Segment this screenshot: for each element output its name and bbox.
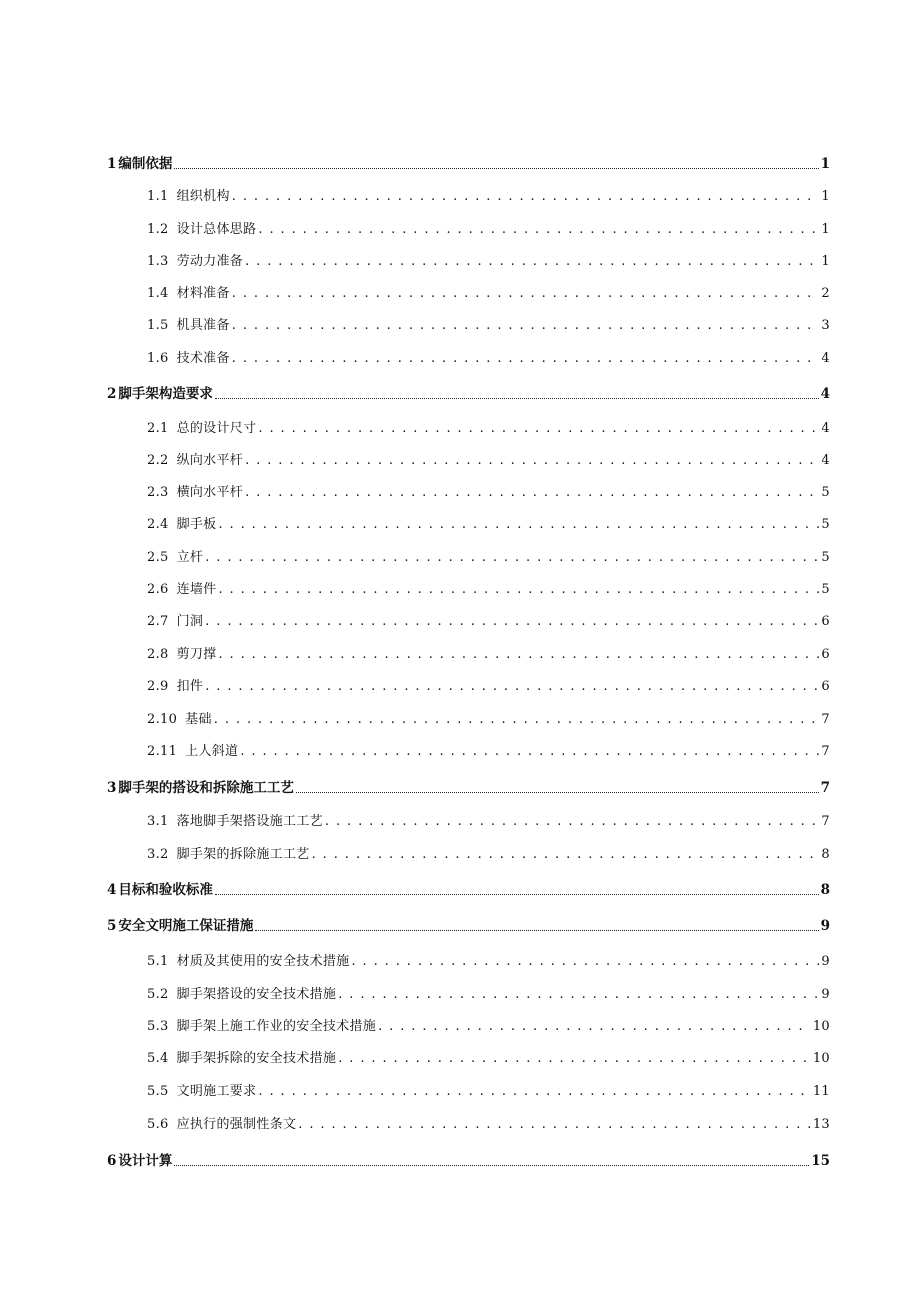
toc-entry-title: 剪刀撑 [176,647,217,662]
toc-section-entry[interactable] [147,843,830,862]
toc-page-number: 11 [812,1084,830,1099]
toc-section-entry[interactable] [147,810,830,829]
toc-dot-leader [232,351,820,366]
toc-section-entry[interactable] [147,417,830,436]
toc-section-entry[interactable] [147,675,830,694]
toc-entry-title: 组织机构 [176,189,230,204]
toc-page-number: 6 [821,679,830,694]
toc-entry-number: 2.6 [147,582,169,597]
toc-entry-title: 材料准备 [176,286,230,301]
toc-page-number: 6 [821,614,830,629]
toc-section-entry[interactable] [147,740,830,759]
toc-chapter-entry[interactable] [107,878,830,898]
toc-section-entry[interactable] [147,185,830,204]
toc-entry-title: 立杆 [176,550,204,565]
toc-section-entry[interactable] [147,1015,830,1034]
toc-dot-leader [351,954,819,969]
toc-entry-title: 脚手架拆除的安全技术措施 [176,1051,337,1066]
toc-dot-leader [205,614,819,629]
toc-entry-title: 劳动力准备 [176,254,244,269]
toc-chapter-entry[interactable] [107,914,830,934]
toc-entry-number: 1 [107,156,117,172]
toc-dot-leader [378,1019,811,1034]
toc-entry-title: 脚手板 [176,517,217,532]
toc-page-number: 5 [821,485,830,500]
toc-chapter-entry[interactable] [107,382,830,402]
toc-page-number: 4 [821,351,830,366]
toc-dot-leader [205,550,819,565]
toc-entry-title: 应执行的强制性条文 [176,1117,297,1132]
toc-page-number: 9 [820,918,830,934]
toc-page-number: 7 [821,712,830,727]
toc-dot-leader [240,744,819,759]
toc-entry-number: 2.5 [147,550,169,565]
toc-entry-number: 2.10 [147,712,178,727]
toc-page-number: 10 [812,1019,830,1034]
toc-dot-leader [205,679,819,694]
toc-entry-title: 脚手架的拆除施工工艺 [176,847,310,862]
toc-entry-title: 机具准备 [176,318,230,333]
toc-entry-title: 脚手架构造要求 [118,386,213,402]
toc-entry-number: 3 [107,780,117,796]
toc-dot-leader [298,1117,811,1132]
toc-page-number: 6 [821,647,830,662]
toc-entry-title: 设计总体思路 [176,222,257,237]
toc-page-number: 5 [821,517,830,532]
toc-entry-title: 安全文明施工保证措施 [118,918,254,934]
toc-section-entry[interactable] [147,449,830,468]
toc-entry-number: 1.4 [147,286,169,301]
toc-dot-leader [338,987,819,1002]
toc-dot-leader [174,158,818,169]
toc-page-number: 7 [820,780,830,796]
toc-entry-number: 5 [107,918,117,934]
toc-dot-leader [245,485,819,500]
toc-section-entry[interactable] [147,610,830,629]
toc-entry-title: 扣件 [176,679,204,694]
toc-section-entry[interactable] [147,578,830,597]
toc-section-entry[interactable] [147,643,830,662]
toc-dot-leader [258,1084,810,1099]
toc-section-entry[interactable] [147,250,830,269]
toc-entry-number: 2.4 [147,517,169,532]
toc-dot-leader [245,254,819,269]
toc-dot-leader [232,318,820,333]
toc-page-number: 5 [821,582,830,597]
toc-page-number: 9 [821,954,830,969]
toc-entry-number: 1.5 [147,318,169,333]
toc-entry-title: 横向水平杆 [176,485,244,500]
toc-entry-title: 落地脚手架搭设施工工艺 [176,814,323,829]
toc-page-number: 1 [821,254,830,269]
toc-page-number: 3 [821,318,830,333]
toc-dot-leader [218,647,819,662]
toc-entry-number: 1.2 [147,222,169,237]
toc-entry-title: 材质及其使用的安全技术措施 [176,954,350,969]
toc-entry-number: 5.3 [147,1019,169,1034]
toc-section-entry[interactable] [147,513,830,532]
toc-section-entry[interactable] [147,347,830,366]
toc-entry-number: 2.11 [147,744,178,759]
toc-entry-number: 2 [107,386,117,402]
toc-chapter-entry[interactable] [107,1149,830,1169]
toc-dot-leader [215,884,819,895]
toc-entry-number: 3.2 [147,847,169,862]
toc-entry-number: 5.5 [147,1084,169,1099]
toc-entry-title: 脚手架搭设的安全技术措施 [176,987,337,1002]
toc-dot-leader [245,453,819,468]
toc-section-entry[interactable] [147,1113,830,1132]
toc-dot-leader [325,814,820,829]
toc-entry-number: 5.4 [147,1051,169,1066]
toc-entry-number: 2.2 [147,453,169,468]
toc-section-entry[interactable] [147,481,830,500]
toc-entry-title: 上人斜道 [185,744,239,759]
toc-entry-number: 1.1 [147,189,169,204]
toc-entry-number: 2.3 [147,485,169,500]
toc-page-number: 1 [820,156,830,172]
toc-section-entry[interactable] [147,983,830,1002]
toc-page-number: 13 [812,1117,830,1132]
toc-dot-leader [232,286,820,301]
toc-entry-title: 门洞 [176,614,204,629]
toc-page-number: 15 [811,1153,830,1169]
toc-entry-title: 文明施工要求 [176,1084,257,1099]
toc-page-number: 10 [812,1051,830,1066]
toc-dot-leader [258,421,819,436]
toc-page-number: 4 [820,386,830,402]
toc-entry-number: 2.7 [147,614,169,629]
toc-section-entry[interactable] [147,1080,830,1099]
toc-dot-leader [338,1051,811,1066]
toc-dot-leader [296,782,819,793]
toc-section-entry[interactable] [147,282,830,301]
toc-entry-number: 3.1 [147,814,169,829]
toc-page-number: 1 [821,189,830,204]
toc-entry-number: 2.8 [147,647,169,662]
toc-entry-number: 2.1 [147,421,169,436]
toc-page-number: 7 [821,744,830,759]
toc-chapter-entry[interactable] [107,152,830,172]
toc-dot-leader [215,388,819,399]
toc-entry-number: 1.6 [147,351,169,366]
toc-page-number: 7 [821,814,830,829]
toc-entry-title: 目标和验收标准 [118,882,213,898]
toc-entry-number: 2.9 [147,679,169,694]
toc-section-entry[interactable] [147,314,830,333]
toc-page-number: 2 [821,286,830,301]
toc-page-number: 8 [820,882,830,898]
toc-page-number: 9 [821,987,830,1002]
toc-chapter-entry[interactable] [107,776,830,796]
toc-dot-leader [232,189,820,204]
toc-dot-leader [312,847,820,862]
toc-dot-leader [255,920,818,931]
toc-dot-leader [214,712,820,727]
toc-entry-number: 6 [107,1153,117,1169]
toc-entry-title: 连墙件 [176,582,217,597]
toc-entry-number: 4 [107,882,117,898]
toc-dot-leader [218,582,819,597]
toc-page-number: 4 [821,421,830,436]
toc-entry-number: 5.2 [147,987,169,1002]
toc-entry-title: 基础 [185,712,212,727]
toc-entry-title: 总的设计尺寸 [176,421,257,436]
toc-entry-title: 脚手架上施工作业的安全技术措施 [176,1019,377,1034]
toc-section-entry[interactable] [147,218,830,237]
toc-page-number: 8 [821,847,830,862]
toc-entry-title: 脚手架的搭设和拆除施工工艺 [118,780,294,796]
toc-entry-title: 技术准备 [176,351,230,366]
toc-dot-leader [258,222,819,237]
toc-section-entry[interactable] [147,1047,830,1066]
toc-section-entry[interactable] [147,708,830,727]
toc-entry-number: 5.1 [147,954,169,969]
toc-page-number: 4 [821,453,830,468]
toc-entry-title: 纵向水平杆 [176,453,244,468]
toc-section-entry[interactable] [147,546,830,565]
toc-entry-title: 编制依据 [118,156,173,172]
toc-page-number: 5 [821,550,830,565]
toc-page-number: 1 [821,222,830,237]
toc-entry-number: 1.3 [147,254,169,269]
toc-dot-leader [174,1155,809,1166]
toc-section-entry[interactable] [147,950,830,969]
toc-entry-number: 5.6 [147,1117,169,1132]
toc-entry-title: 设计计算 [118,1153,173,1169]
toc-dot-leader [218,517,819,532]
